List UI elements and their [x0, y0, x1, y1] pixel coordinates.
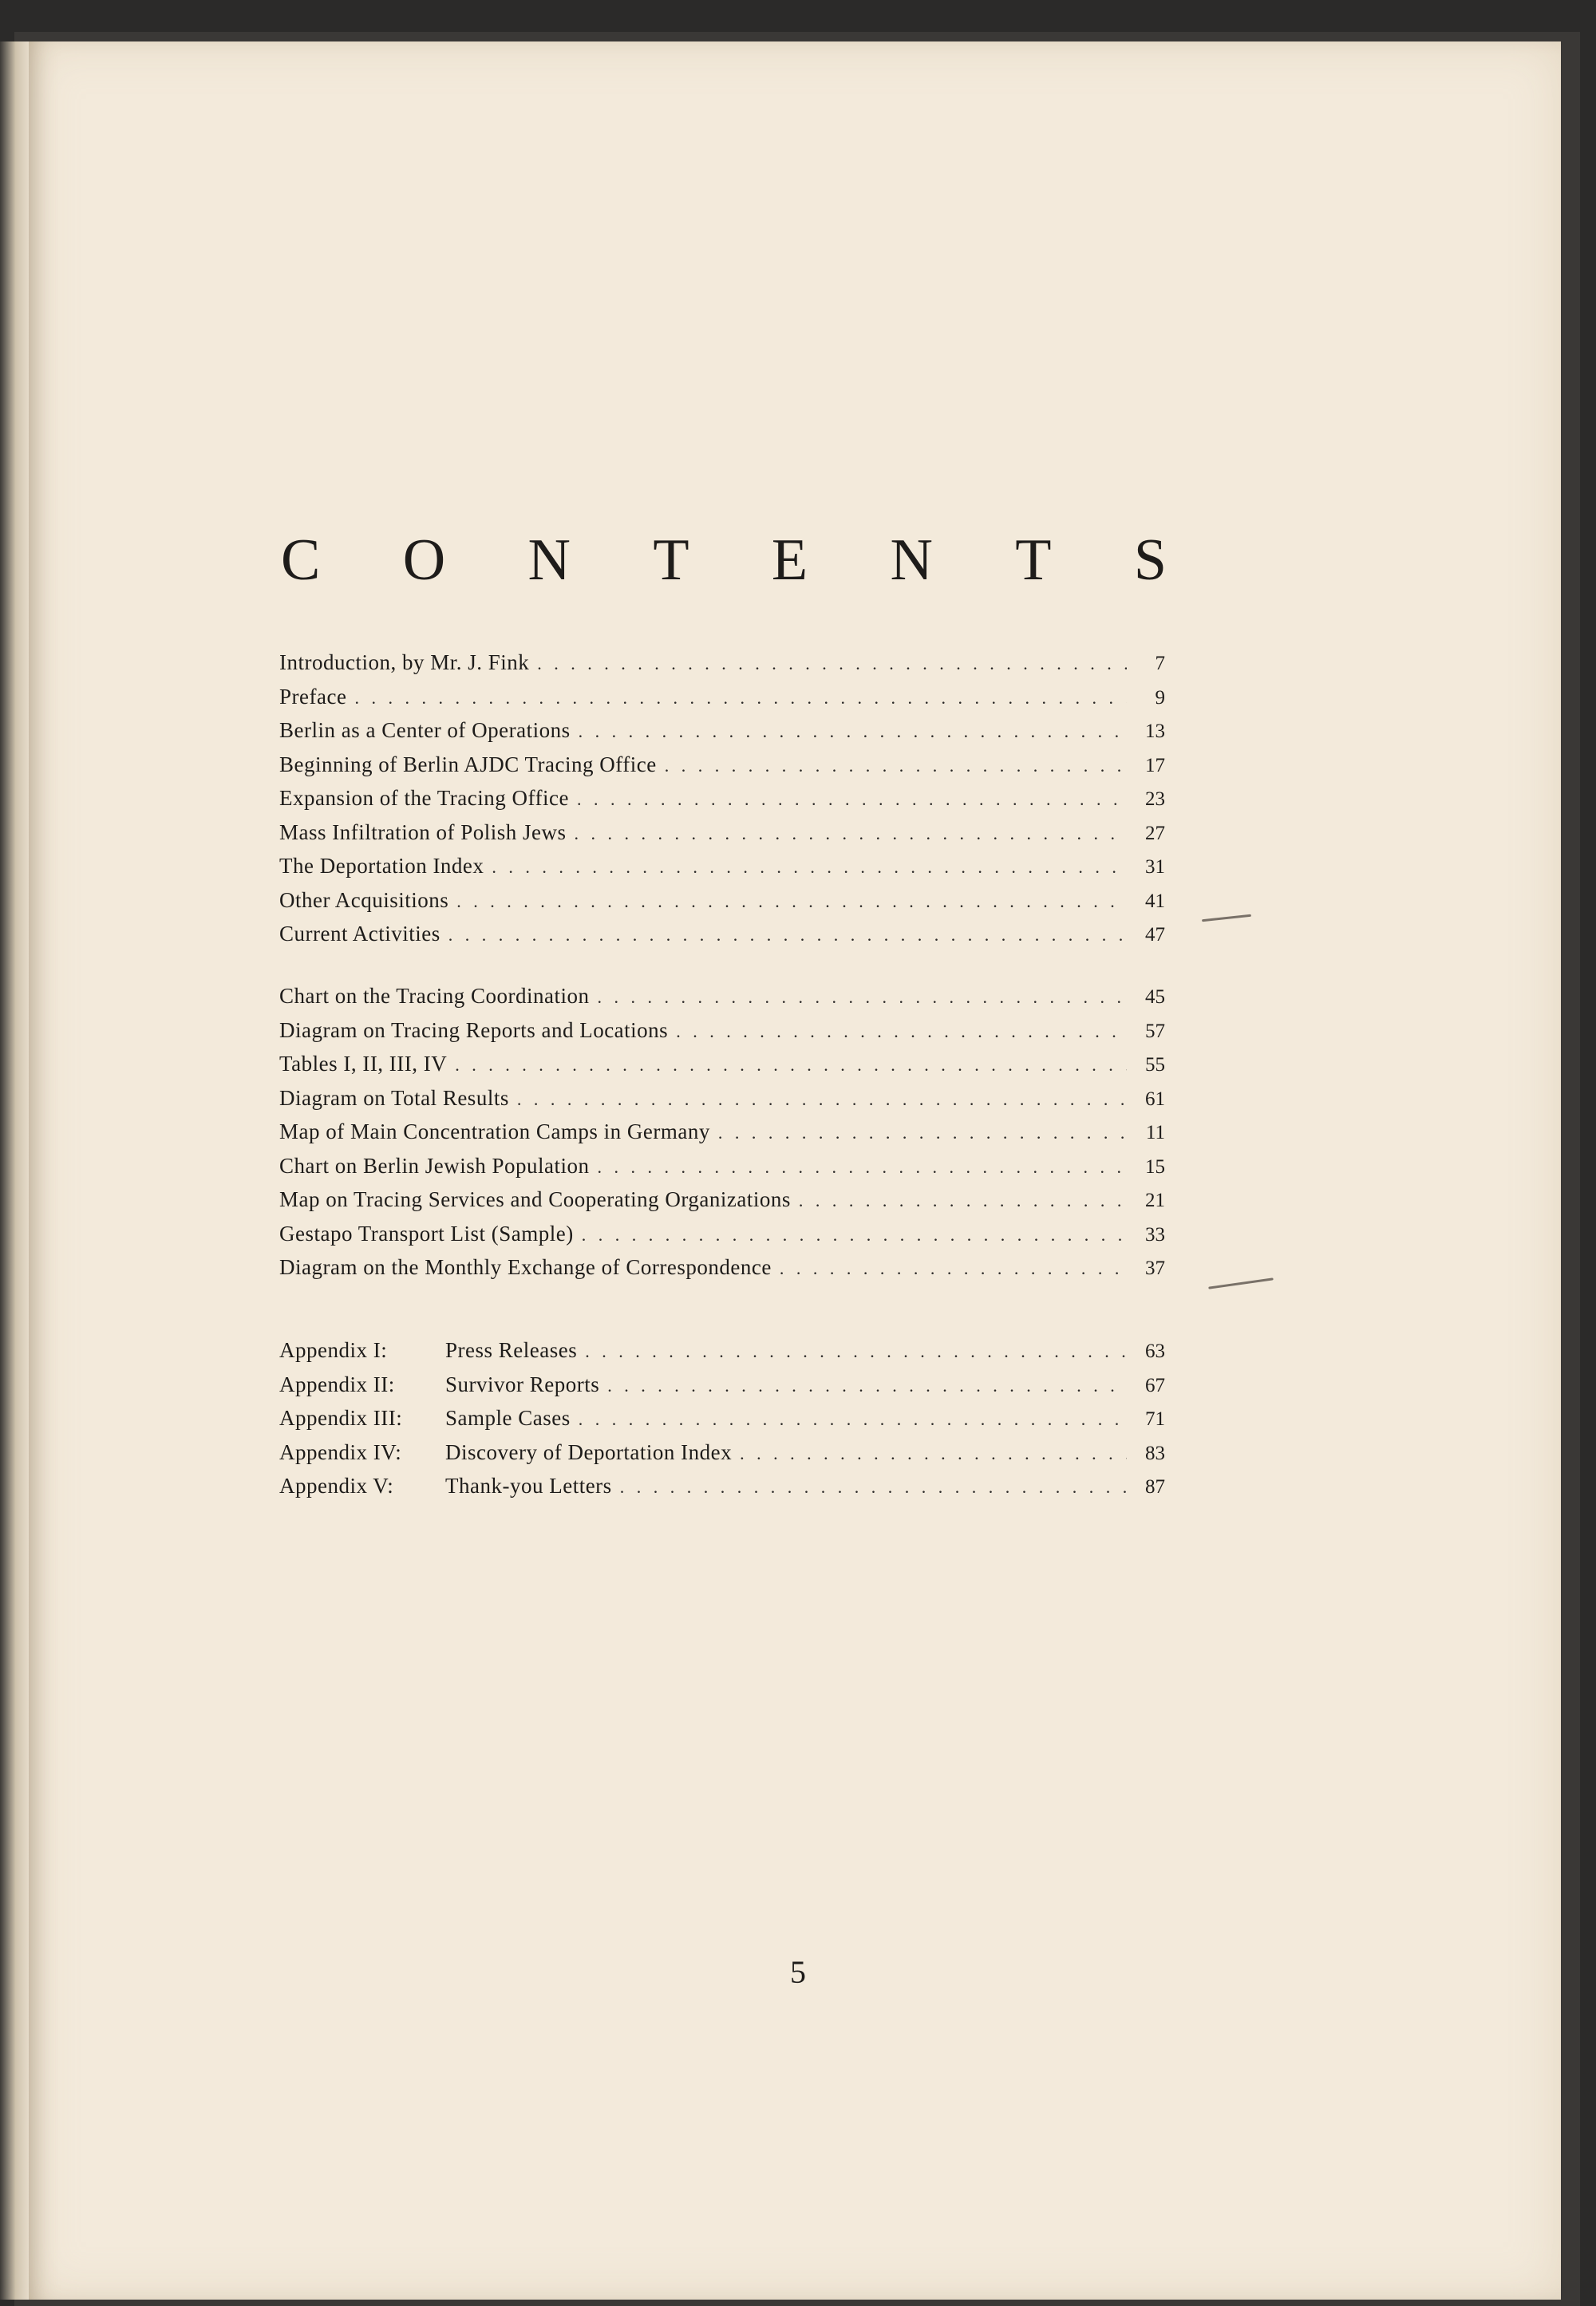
pencil-check-mark [1208, 1277, 1274, 1289]
dot-leader [620, 1477, 1127, 1498]
toc-entry-title: Current Activities [279, 922, 440, 946]
toc-entry [279, 854, 1165, 888]
toc-entry-page: 23 [1145, 788, 1165, 810]
title-letter: C [281, 527, 321, 593]
toc-entry-page: 17 [1145, 754, 1165, 776]
toc-entry-page: 33 [1145, 1223, 1165, 1246]
toc-entry-page: 9 [1155, 686, 1165, 709]
toc-entry-page: 21 [1145, 1190, 1165, 1211]
toc-entry-page: 11 [1145, 1122, 1165, 1143]
toc-entry-title: Other Acquisitions [279, 887, 449, 912]
pencil-check-mark [1202, 914, 1251, 922]
toc-entry [279, 1086, 1165, 1120]
toc-entry [279, 1255, 1165, 1289]
dot-leader [718, 1123, 1127, 1143]
dot-leader [799, 1191, 1127, 1211]
toc-entry-page: 67 [1145, 1374, 1165, 1396]
appendix-label: Appendix I: [279, 1338, 388, 1362]
toc-section-chapters [279, 650, 1165, 956]
toc-entry-title: Introduction, by Mr. J. Fink [279, 650, 530, 674]
toc-entry [279, 1406, 1165, 1440]
toc-entry-title: Chart on Berlin Jewish Population [279, 1153, 590, 1178]
toc-entry-page: 87 [1145, 1476, 1165, 1498]
toc-entry-title: Diagram on Tracing Reports and Locations [279, 1017, 669, 1042]
toc-entry-title: Tables I, II, III, IV [279, 1052, 448, 1076]
toc-entry-page: 71 [1145, 1408, 1165, 1430]
toc-entry [279, 1187, 1165, 1222]
toc-entry-page: 55 [1145, 1054, 1165, 1076]
dot-leader [537, 653, 1127, 674]
dot-leader [455, 1055, 1127, 1076]
dot-leader [582, 1225, 1127, 1246]
toc-entry [279, 1474, 1165, 1508]
toc-entry-title: Diagram on Total Results [279, 1085, 509, 1110]
toc-entry-page: 27 [1145, 822, 1165, 844]
toc-entry [279, 786, 1165, 820]
dot-leader [579, 1409, 1127, 1430]
toc-entry-title: Berlin as a Center of Operations [279, 718, 571, 742]
toc-entry [279, 1018, 1165, 1052]
title-letter: O [402, 527, 446, 593]
toc-entry-page: 57 [1145, 1020, 1165, 1042]
title-letter: T [1015, 527, 1052, 593]
title-letter: N [890, 527, 933, 593]
toc-entry [279, 1372, 1165, 1407]
toc-entry [279, 650, 1165, 685]
dot-leader [665, 756, 1127, 776]
toc-section-appendices [279, 1338, 1165, 1508]
toc-entry-title [279, 1338, 585, 1363]
toc-entry-page: 61 [1145, 1088, 1165, 1110]
appendix-title: Press Releases [445, 1338, 578, 1362]
toc-entry-title [279, 1406, 579, 1431]
appendix-title: Sample Cases [445, 1406, 571, 1430]
dot-leader [448, 925, 1127, 946]
toc-entry [279, 1154, 1165, 1188]
dot-leader [676, 1021, 1127, 1042]
toc-entry-page: 31 [1145, 856, 1165, 878]
toc-entry [279, 1440, 1165, 1475]
toc-entry [279, 984, 1165, 1018]
toc-entry-title: Chart on the Tracing Coordination [279, 984, 590, 1008]
toc-entry-title: Diagram on the Monthly Exchange of Correspondence [279, 1255, 772, 1279]
toc-entry-title: Expansion of the Tracing Office [279, 786, 569, 810]
toc-entry-page: 45 [1145, 986, 1165, 1008]
dot-leader [517, 1089, 1127, 1110]
toc-entry-title: Preface [279, 684, 347, 709]
toc-entry-page: 63 [1145, 1341, 1165, 1362]
toc-entry-title: Gestapo Transport List (Sample) [279, 1221, 574, 1246]
appendix-title: Survivor Reports [445, 1372, 600, 1396]
title-letter: T [653, 527, 689, 593]
dot-leader [607, 1376, 1127, 1396]
dot-leader [577, 789, 1127, 810]
toc-entry [279, 1222, 1165, 1256]
toc-entry-title: Beginning of Berlin AJDC Tracing Office [279, 752, 657, 776]
dot-leader [492, 857, 1127, 878]
appendix-label: Appendix IV: [279, 1439, 402, 1464]
dot-leader [354, 688, 1127, 709]
appendix-label: Appendix III: [279, 1406, 403, 1430]
dot-leader [780, 1258, 1127, 1279]
toc-entry-title [279, 1474, 620, 1499]
dot-leader [575, 823, 1128, 844]
toc-entry-page: 13 [1145, 721, 1165, 742]
title-letter: E [771, 527, 808, 593]
toc-entry-page: 15 [1145, 1155, 1165, 1178]
toc-entry [279, 1338, 1165, 1372]
appendix-label: Appendix V: [279, 1474, 394, 1498]
toc-entry [279, 888, 1165, 922]
dot-leader [597, 1157, 1127, 1178]
toc-entry-page: 41 [1145, 890, 1165, 912]
toc-entry [279, 685, 1165, 719]
toc-section-illustrations [279, 984, 1165, 1289]
appendix-title: Discovery of Deportation Index [445, 1439, 733, 1464]
toc-entry-page: 37 [1145, 1258, 1165, 1279]
toc-entry-title [279, 1440, 740, 1465]
toc-entry [279, 718, 1165, 752]
toc-entry-page: 47 [1145, 924, 1165, 946]
toc-entry [279, 1052, 1165, 1086]
toc-entry-page: 83 [1145, 1442, 1165, 1464]
page-title [281, 527, 1167, 594]
toc-entry-title: Mass Infiltration of Polish Jews [279, 819, 567, 844]
toc-entry-title: The Deportation Index [279, 854, 484, 878]
toc-entry-title [279, 1372, 607, 1397]
toc-entry [279, 820, 1165, 855]
title-letter: N [527, 527, 571, 593]
dot-leader [597, 987, 1127, 1008]
toc-entry [279, 922, 1165, 956]
toc-entry-title: Map of Main Concentration Camps in Germany [279, 1119, 710, 1143]
dot-leader [585, 1341, 1127, 1362]
toc-entry-page: 7 [1155, 653, 1165, 674]
dot-leader [456, 891, 1127, 912]
toc-entry [279, 1119, 1165, 1154]
dot-leader [579, 721, 1127, 742]
toc-entry-title: Map on Tracing Services and Cooperating Organizations [279, 1187, 791, 1211]
dot-leader [740, 1443, 1127, 1464]
appendix-title: Thank-you Letters [445, 1474, 612, 1498]
page-number: 5 [790, 1954, 806, 1990]
toc-entry [279, 752, 1165, 787]
appendix-label: Appendix II: [279, 1372, 395, 1396]
title-letter: S [1133, 527, 1167, 593]
